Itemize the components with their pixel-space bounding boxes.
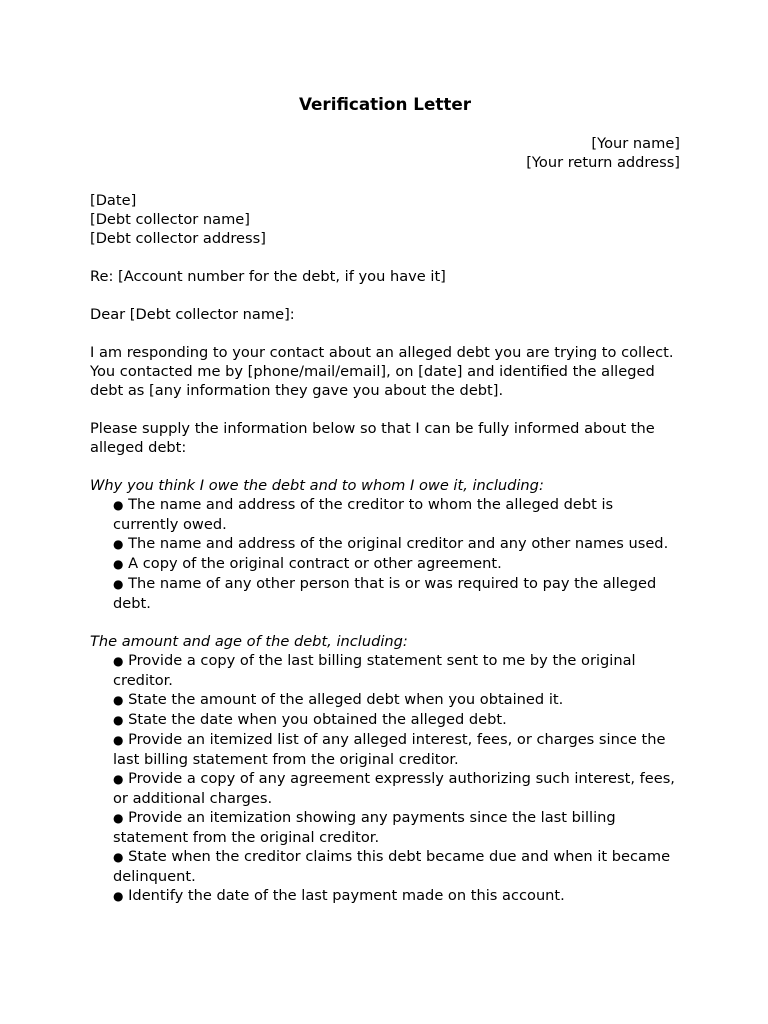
body-paragraph-1: I am responding to your contact about an alleged debt you are trying to collect. You contacted me by [phone/mail/email], on [date] and identified the alleged debt as [any information they gave you about the debt].	[90, 344, 674, 399]
list-item: ● Identify the date of the last payment made on this account.	[113, 887, 565, 904]
bullet-icon: ●	[113, 654, 124, 668]
bullet-icon: ●	[113, 811, 124, 825]
letter-page	[90, 93, 680, 906]
sender-block	[90, 134, 680, 172]
re-line: Re: [Account number for the debt, if you have it]	[90, 268, 446, 285]
bullet-list	[90, 495, 680, 613]
list-item: ● State when the creditor claims this debt became due and when it became delinquent.	[113, 848, 671, 885]
section-heading: The amount and age of the debt, including:	[90, 633, 408, 650]
list-item: ● Provide a copy of any agreement expressly authorizing such interest, fees, or additional charges.	[113, 770, 675, 807]
salutation: Dear [Debt collector name]:	[90, 306, 295, 323]
recipient-block	[90, 191, 680, 248]
list-item: ● Provide an itemized list of any alleged interest, fees, or charges since the last billing statement from the original creditor.	[113, 731, 666, 768]
section-why-owe	[90, 476, 680, 613]
list-item: ● Provide a copy of the last billing statement sent to me by the original creditor.	[113, 652, 636, 689]
bullet-icon: ●	[113, 772, 124, 786]
bullet-list	[90, 651, 680, 906]
bullet-icon: ●	[113, 577, 124, 591]
letter-date: [Date]	[90, 192, 137, 209]
body-paragraph-2: Please supply the information below so that I can be fully informed about the alleged debt:	[90, 420, 655, 456]
bullet-icon: ●	[113, 498, 124, 512]
list-item: ● State the amount of the alleged debt when you obtained it.	[113, 691, 564, 708]
recipient-name: [Debt collector name]	[90, 211, 250, 228]
bullet-icon: ●	[113, 557, 124, 571]
section-heading: Why you think I owe the debt and to whom I owe it, including:	[90, 477, 544, 494]
bullet-icon: ●	[113, 693, 124, 707]
bullet-icon: ●	[113, 713, 124, 727]
bullet-icon: ●	[113, 537, 124, 551]
sender-name: [Your name]	[591, 135, 680, 152]
bullet-icon: ●	[113, 733, 124, 747]
sender-address: [Your return address]	[526, 154, 680, 171]
bullet-icon: ●	[113, 889, 124, 903]
list-item: ● The name and address of the original creditor and any other names used.	[113, 535, 669, 552]
letter-title: Verification Letter	[298, 94, 472, 114]
section-amount-age	[90, 632, 680, 906]
list-item: ● Provide an itemization showing any payments since the last billing statement from the original creditor.	[113, 809, 616, 846]
list-item: ● The name and address of the creditor to whom the alleged debt is currently owed.	[113, 496, 614, 533]
list-item: ● State the date when you obtained the alleged debt.	[113, 711, 507, 728]
recipient-address: [Debt collector address]	[90, 230, 266, 247]
bullet-icon: ●	[113, 850, 124, 864]
list-item: ● The name of any other person that is or was required to pay the alleged debt.	[113, 575, 657, 612]
list-item: ● A copy of the original contract or other agreement.	[113, 555, 502, 572]
